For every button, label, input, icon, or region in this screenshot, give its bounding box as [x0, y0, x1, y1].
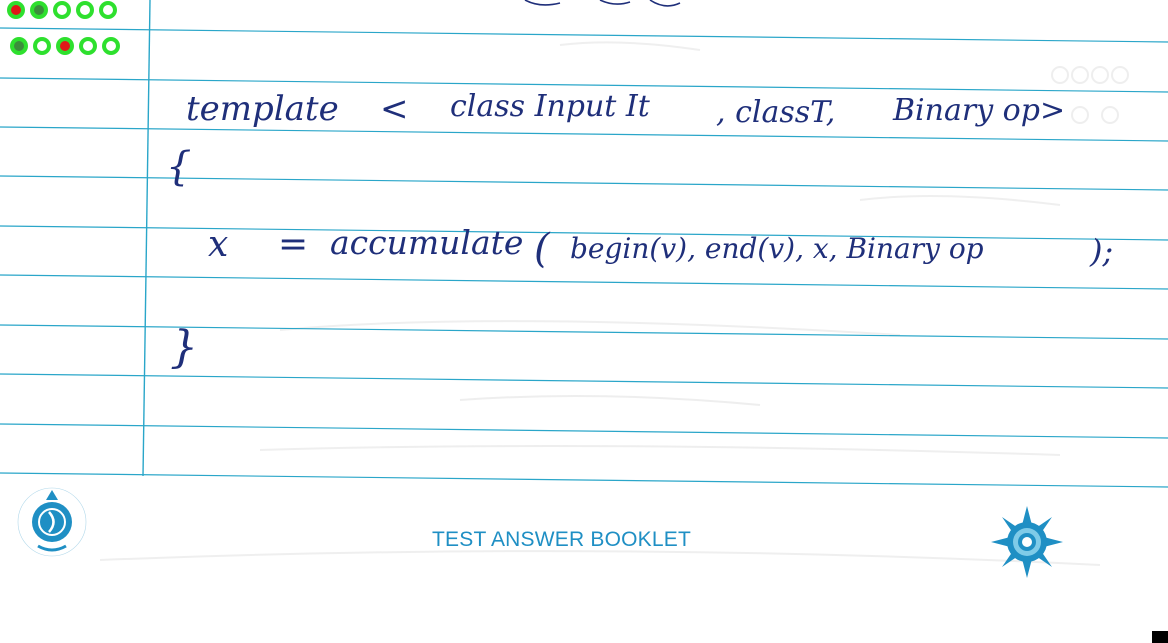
hw-class-input-it: class Input It [450, 89, 650, 124]
hw-binary-op: Binary op> [893, 93, 1066, 128]
hw-angle-open: < [380, 89, 409, 129]
margin-line [143, 0, 150, 476]
cut-off-writing [525, 0, 680, 6]
hw-paren-open: ( [534, 226, 550, 272]
handwritten-line-2 [166, 144, 191, 190]
left-emblem-icon [18, 488, 86, 556]
hw-accumulate: accumulate [330, 223, 524, 262]
handwritten-line-4 [170, 322, 198, 373]
hw-var-x: x [208, 224, 229, 265]
corner-registration-mark [1152, 631, 1168, 643]
right-compass-emblem-icon [991, 506, 1063, 578]
handwritten-line-3 [208, 223, 1113, 272]
omr-bubbles-row-2 [10, 37, 120, 55]
hw-close-brace: } [170, 322, 198, 373]
hw-class-t: , classT, [716, 95, 836, 130]
omr-bubbles-row-1 [7, 1, 117, 19]
hw-args: begin(v), end(v), x, Binary op [570, 232, 984, 265]
hw-word-template: template [186, 89, 339, 129]
booklet-footer-label: TEST ANSWER BOOKLET [432, 528, 691, 551]
hw-paren-close-semicolon: ); [1090, 232, 1114, 270]
hw-equals: = [278, 224, 309, 265]
handwritten-line-1 [186, 89, 1065, 130]
hw-open-brace: { [166, 144, 192, 190]
